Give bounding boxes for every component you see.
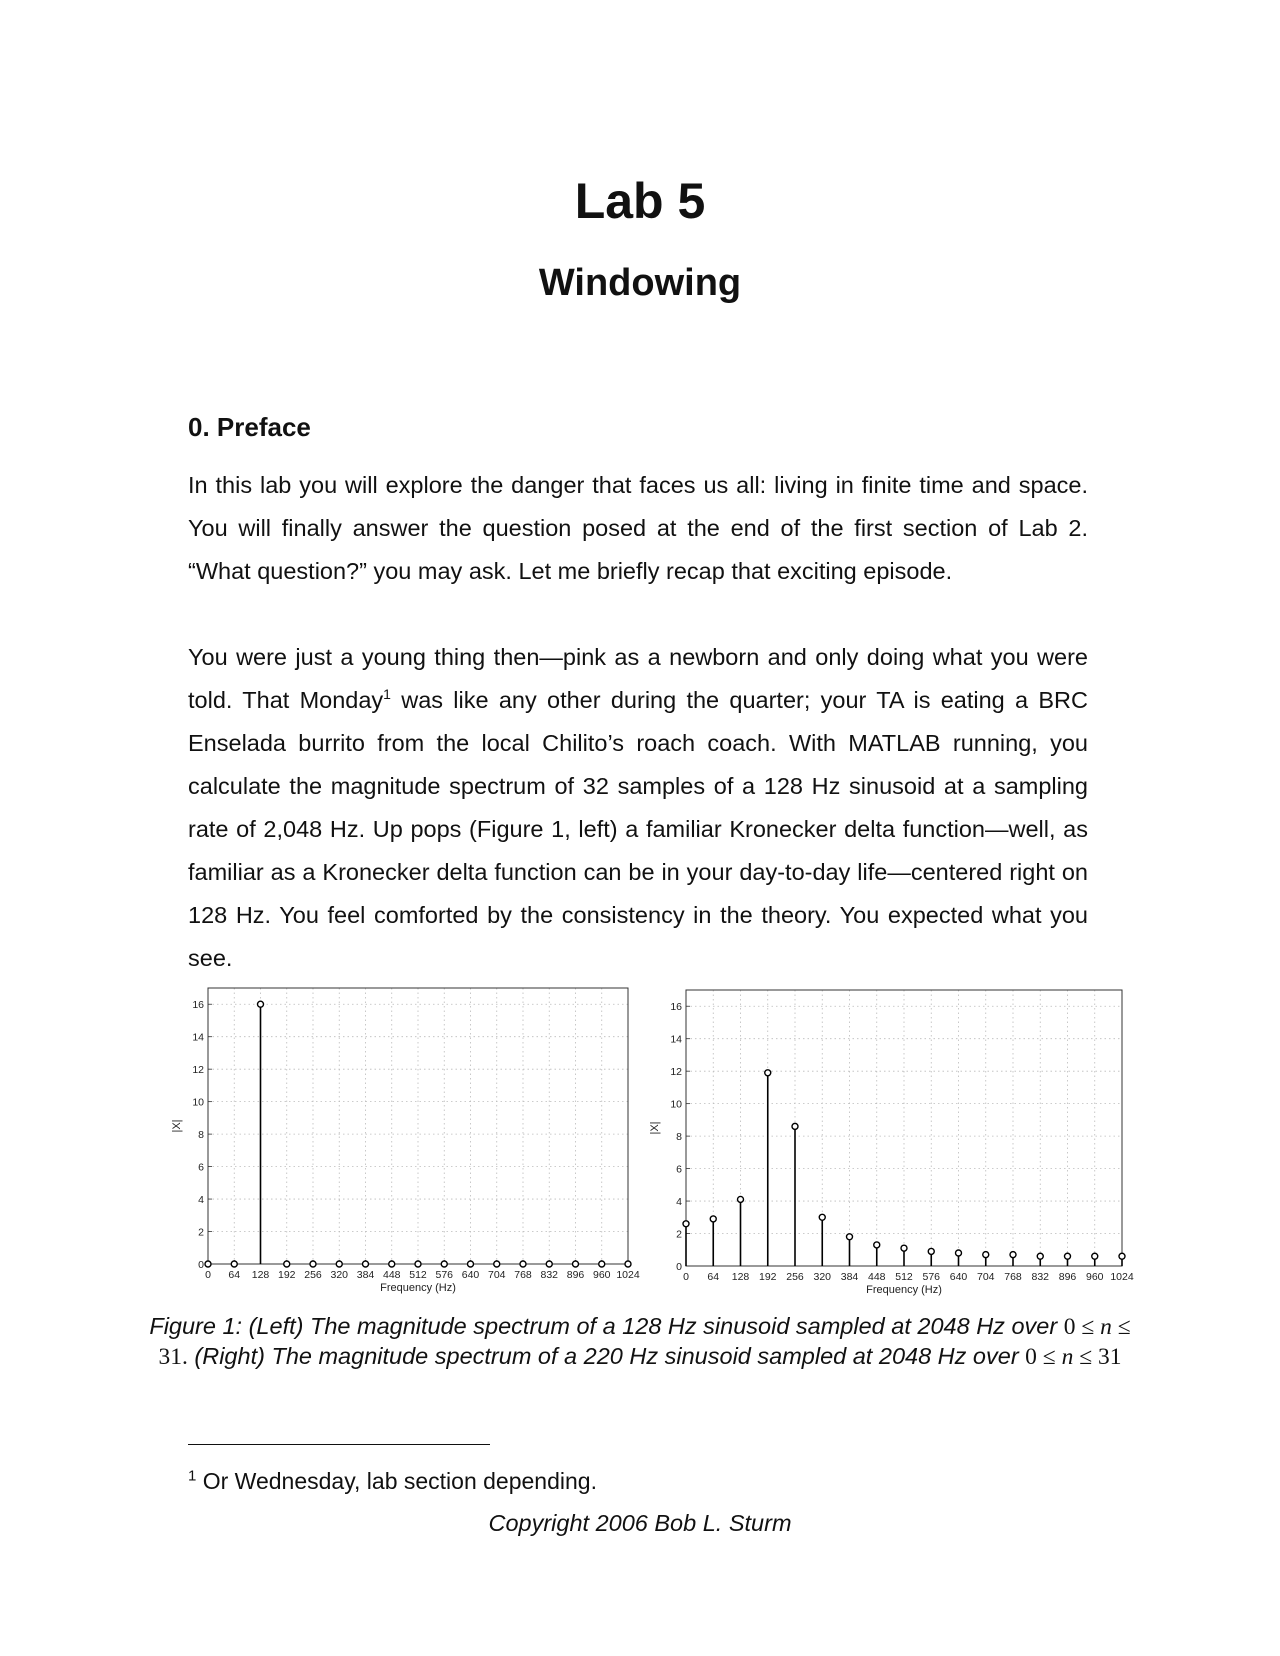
stem-marker [1092, 1253, 1098, 1259]
x-tick-label: 448 [382, 1269, 401, 1281]
x-tick-label: 832 [1031, 1271, 1050, 1283]
stem-marker [389, 1261, 395, 1267]
caption-math-1a: 0 ≤ [1063, 1314, 1101, 1340]
caption-math-2b: ≤ 31 [1073, 1344, 1122, 1370]
x-tick-label: 640 [949, 1271, 968, 1283]
y-tick-label: 6 [198, 1161, 204, 1174]
stem-marker [468, 1261, 474, 1267]
x-tick-label: 512 [409, 1269, 427, 1281]
x-tick-label: 128 [251, 1269, 270, 1281]
x-tick-label: 896 [1058, 1271, 1077, 1283]
stem-marker [819, 1214, 825, 1220]
x-tick-label: 448 [867, 1271, 886, 1283]
stem-marker [494, 1261, 500, 1267]
x-tick-label: 960 [1085, 1271, 1104, 1283]
stem-marker [847, 1234, 853, 1240]
stem-marker [310, 1261, 316, 1267]
stem-marker [792, 1123, 798, 1129]
x-tick-label: 0 [683, 1271, 689, 1283]
x-tick-label: 64 [228, 1269, 241, 1281]
copyright-notice: Copyright 2006 Bob L. Sturm [488, 1510, 792, 1536]
stem-marker [363, 1261, 369, 1267]
y-tick-label: 8 [676, 1131, 682, 1144]
stem-marker [956, 1250, 962, 1256]
y-tick-label: 4 [198, 1194, 204, 1207]
x-axis-label: Frequency (Hz) [380, 1282, 456, 1294]
caption-text-1: Figure 1: (Left) The magnitude spectrum of a 128 Hz sinusoid sampled at 2048 Hz over [149, 1313, 1064, 1339]
y-tick-label: 0 [198, 1259, 204, 1271]
x-tick-label: 0 [205, 1269, 211, 1281]
caption-math-1b: ≤ 31. [158, 1314, 1131, 1370]
y-tick-label: 2 [676, 1228, 682, 1241]
stem-marker [258, 1001, 264, 1007]
y-tick-label: 12 [192, 1064, 204, 1077]
stem-marker [928, 1248, 934, 1254]
x-tick-label: 896 [566, 1269, 585, 1281]
footnote-divider [188, 1444, 490, 1445]
stem-marker [1037, 1253, 1043, 1259]
x-tick-label: 128 [731, 1271, 750, 1283]
stem-marker [520, 1261, 526, 1267]
chart-right [648, 984, 1134, 1296]
caption-math-2n: n [1061, 1344, 1074, 1370]
stem-marker [441, 1261, 447, 1267]
caption-math-1n: n [1100, 1314, 1112, 1340]
x-tick-label: 320 [813, 1271, 832, 1283]
footnote [188, 1468, 597, 1495]
y-tick-label: 14 [192, 1031, 204, 1044]
y-tick-label: 10 [670, 1098, 682, 1111]
stem-marker [573, 1261, 579, 1267]
stem-marker [546, 1261, 552, 1267]
paragraph-2-text-b: was like any other during the quarter; your TA is eating a BRC Enselada burrito from the local Chilito’s roach coach. With MATLAB running, you calculate the magnitude spectrum of 32 samples of a 128 Hz sinusoid at a sampling rate of 2,048 Hz. Up pops (Figure 1, left) a familiar Kronecker delta function—well, as familiar as a Kronecker delta function can be in your day-to-day life—centered right on 128 Hz. You feel comforted by the consistency in the theory. You expected what you see. [188, 687, 1088, 971]
x-tick-label: 640 [461, 1269, 480, 1281]
footnote-text: Or Wednesday, lab section depending. [196, 1468, 597, 1494]
y-tick-label: 14 [670, 1033, 682, 1046]
lab-title: Lab 5 [574, 173, 706, 229]
stem-marker [1010, 1252, 1016, 1258]
y-tick-label: 12 [670, 1066, 682, 1079]
x-tick-label: 192 [277, 1269, 296, 1281]
caption-text-2: (Right) The magnitude spectrum of a 220 Hz sinusoid sampled at 2048 Hz over [187, 1343, 1026, 1369]
stem-marker [901, 1245, 907, 1251]
x-tick-label: 384 [356, 1269, 375, 1281]
x-axis-label: Frequency (Hz) [866, 1284, 942, 1296]
x-tick-label: 576 [922, 1271, 941, 1283]
y-tick-label: 4 [676, 1196, 682, 1209]
preface-paragraph-2 [188, 636, 1088, 980]
section-heading: 0. Preface [188, 412, 311, 442]
stem-marker [336, 1261, 342, 1267]
x-tick-label: 256 [786, 1271, 804, 1283]
x-tick-label: 768 [1004, 1271, 1022, 1283]
x-tick-label: 320 [330, 1269, 349, 1281]
x-tick-label: 704 [487, 1269, 506, 1281]
stem-marker [765, 1070, 771, 1076]
caption-math-2a: 0 ≤ [1025, 1344, 1062, 1370]
y-tick-label: 6 [676, 1163, 682, 1176]
footnote-marker: 1 [383, 686, 391, 703]
stem-marker [599, 1261, 605, 1267]
y-tick-label: 16 [670, 1001, 682, 1014]
stem-marker [983, 1252, 989, 1258]
stem-marker [231, 1261, 237, 1267]
lab-subtitle: Windowing [538, 262, 742, 304]
x-tick-label: 64 [707, 1271, 720, 1283]
x-tick-label: 704 [976, 1271, 995, 1283]
x-tick-label: 1024 [1110, 1271, 1134, 1283]
stem-marker [284, 1261, 290, 1267]
x-tick-label: 768 [514, 1269, 532, 1281]
y-tick-label: 8 [198, 1129, 204, 1142]
x-tick-label: 192 [758, 1271, 777, 1283]
preface-paragraph-1: In this lab you will explore the danger that faces us all: living in finite time and space. You will finally answer the question posed at the end of the first section of Lab 2. “What question?” you may ask. Let me briefly recap that exciting episode. [188, 472, 1088, 584]
y-tick-label: 2 [198, 1226, 204, 1239]
x-tick-label: 512 [895, 1271, 913, 1283]
paragraph-2-text-a: You were just a young thing then—pink as a newborn and only doing what you were told. That Monday [188, 644, 1088, 713]
x-tick-label: 832 [540, 1269, 559, 1281]
x-tick-label: 960 [592, 1269, 611, 1281]
stem-marker [738, 1196, 744, 1202]
x-tick-label: 1024 [616, 1269, 640, 1281]
stem-marker [625, 1261, 631, 1267]
caption-math-2 [1025, 1344, 1121, 1370]
y-tick-label: 16 [192, 999, 204, 1012]
stem-marker [710, 1216, 716, 1222]
y-tick-label: 0 [676, 1261, 682, 1273]
stem-marker [1065, 1253, 1071, 1259]
figure-caption [140, 1312, 1140, 1372]
stem-marker [415, 1261, 421, 1267]
x-tick-label: 256 [304, 1269, 322, 1281]
y-axis-label: |X| [171, 1119, 183, 1133]
chart-left [171, 984, 640, 1294]
y-tick-label: 10 [192, 1096, 204, 1109]
stem-marker [1119, 1253, 1125, 1259]
stem-marker [874, 1242, 880, 1248]
stem-marker [683, 1221, 689, 1227]
footnote-number: 1 [188, 1467, 197, 1485]
x-tick-label: 384 [840, 1271, 859, 1283]
stem-marker [205, 1261, 211, 1267]
x-tick-label: 576 [435, 1269, 454, 1281]
y-axis-label: |X| [649, 1121, 661, 1135]
